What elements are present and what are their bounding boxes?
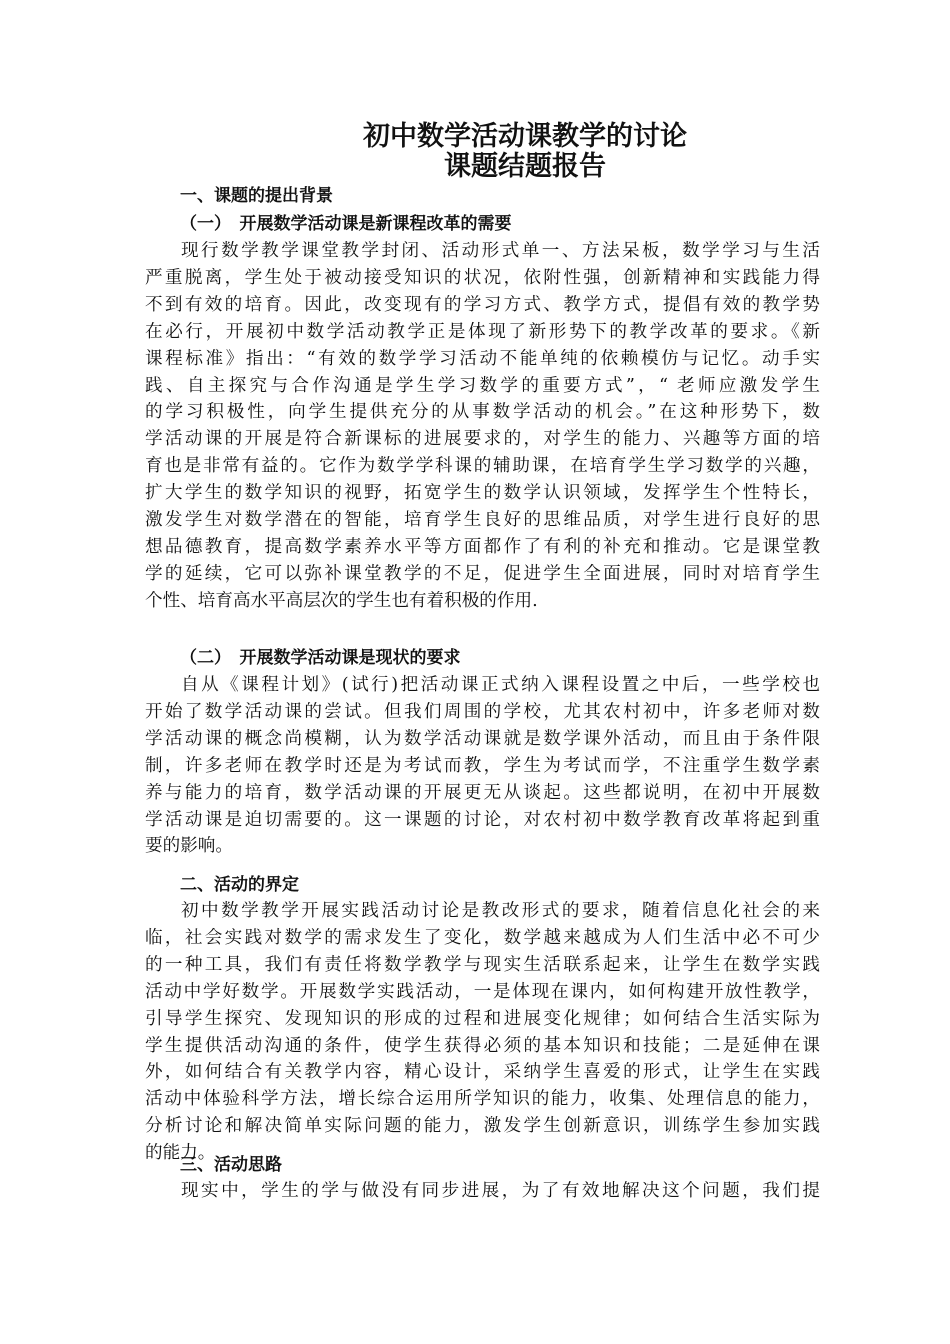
document-subtitle: 课题结题报告 xyxy=(444,151,606,182)
text-line: 扩大学生的数学知识的视野，拓宽学生的数学认识领域，发挥学生个性特长， xyxy=(145,483,820,504)
text-line: 活动中体验科学方法，增长综合运用所学知识的能力，收集、处理信息的能力， xyxy=(145,1089,820,1110)
text-line: 激发学生对数学潜在的智能，培育学生良好的思维品质，对学生进行良好的思 xyxy=(145,510,820,531)
text-line: 个性、培育高水平高层次的学生也有着积极的作用. xyxy=(145,590,538,611)
text-line: 的一种工具，我们有责任将数学教学与现实生活联系起来，让学生在数学实践 xyxy=(145,954,820,975)
text-line: 开始了数学活动课的尝试。但我们周围的学校，尤其农村初中，许多老师对数 xyxy=(145,701,820,722)
text-line: 严重脱离，学生处于被动接受知识的状况，依附性强，创新精神和实践能力得 xyxy=(145,267,820,288)
paragraph-current-status xyxy=(145,672,820,860)
text-line: 临，社会实践对数学的需求发生了变化，数学越来越成为人们生活中必不可少 xyxy=(145,927,820,948)
text-line: 现实中，学生的学与做没有同步进展，为了有效地解决这个问题，我们提 xyxy=(181,1181,820,1201)
document-title: 初中数学活动课教学的讨论 xyxy=(363,121,687,152)
text-line: 要的影响。 xyxy=(145,836,233,857)
text-line: 的学习积极性，向学生提供充分的从事数学活动的机会。”在这种形势下，数 xyxy=(145,402,820,423)
text-line: 初中数学教学开展实践活动讨论是教改形式的要求，随着信息化社会的来 xyxy=(181,901,820,921)
text-line: 分析讨论和解决简单实际问题的能力，激发学生创新意识，训练学生参加实践 xyxy=(145,1116,820,1137)
text-line: 学活动课的概念尚模糊，认为数学活动课就是数学课外活动，而且由于条件限 xyxy=(145,728,820,749)
text-line: 不到有效的培育。因此，改变现有的学习方式、教学方式，提倡有效的教学势 xyxy=(145,294,820,315)
text-line: 养与能力的培育，数学活动课的开展更无从谈起。这些都说明，在初中开展数 xyxy=(145,782,820,803)
subsection-heading-1: （一） 开展数学活动课是新课程改革的需要 xyxy=(180,214,512,234)
text-line: 学活动课的开展是符合新课标的进展要求的，对学生的能力、兴趣等方面的培 xyxy=(145,429,820,450)
paragraph-reform-need xyxy=(145,238,820,615)
section-heading-background: 一、课题的提出背景 xyxy=(180,186,333,206)
text-line: 自从《课程计划》(试行)把活动课正式纳入课程设置之中后，一些学校也 xyxy=(181,675,820,695)
text-line: 外，如何结合有关教学内容，精心设计，采纳学生喜爱的形式，让学生在实践 xyxy=(145,1062,820,1083)
text-line: 制，许多老师在教学时还是为考试而教，学生为考试而学，不注重学生数学素 xyxy=(145,755,820,776)
text-line: 育也是非常有益的。它作为数学学科课的辅助课，在培育学生学习数学的兴趣， xyxy=(145,456,820,477)
text-line: 学的延续，它可以弥补课堂教学的不足，促进学生全面进展，同时对培育学生 xyxy=(145,563,820,584)
paragraph-approach xyxy=(145,1178,820,1205)
section-heading-definition: 二、活动的界定 xyxy=(180,875,299,895)
section-heading-approach: 三、活动思路 xyxy=(180,1155,282,1175)
text-line: 践、自主探究与合作沟通是学生学习数学的重要方式”，“ 老师应激发学生 xyxy=(145,375,820,396)
text-line: 学活动课是迫切需要的。这一课题的讨论，对农村初中数学教育改革将起到重 xyxy=(145,809,820,830)
text-line: 课程标准》指出：“有效的数学学习活动不能单纯的依赖模仿与记忆。动手实 xyxy=(145,348,820,369)
text-line: 活动中学好数学。开展数学实践活动，一是体现在课内，如何构建开放性教学， xyxy=(145,981,820,1002)
subsection-heading-2: （二） 开展数学活动课是现状的要求 xyxy=(180,648,461,668)
text-line: 引导学生探究、发现知识的形成的过程和进展变化规律；如何结合生活实际为 xyxy=(145,1008,820,1029)
text-line: 现行数学教学课堂教学封闭、活动形式单一、方法呆板，数学学习与生活 xyxy=(181,241,820,261)
text-line: 的能力。 xyxy=(145,1143,216,1164)
paragraph-definition xyxy=(145,898,820,1167)
text-line: 学生提供活动沟通的条件，使学生获得必须的基本知识和技能；二是延伸在课 xyxy=(145,1035,820,1056)
text-line: 在必行，开展初中数学活动教学正是体现了新形势下的教学改革的要求。《新 xyxy=(145,321,820,342)
text-line: 想品德教育，提高数学素养水平等方面都作了有利的补充和推动。它是课堂教 xyxy=(145,536,820,557)
